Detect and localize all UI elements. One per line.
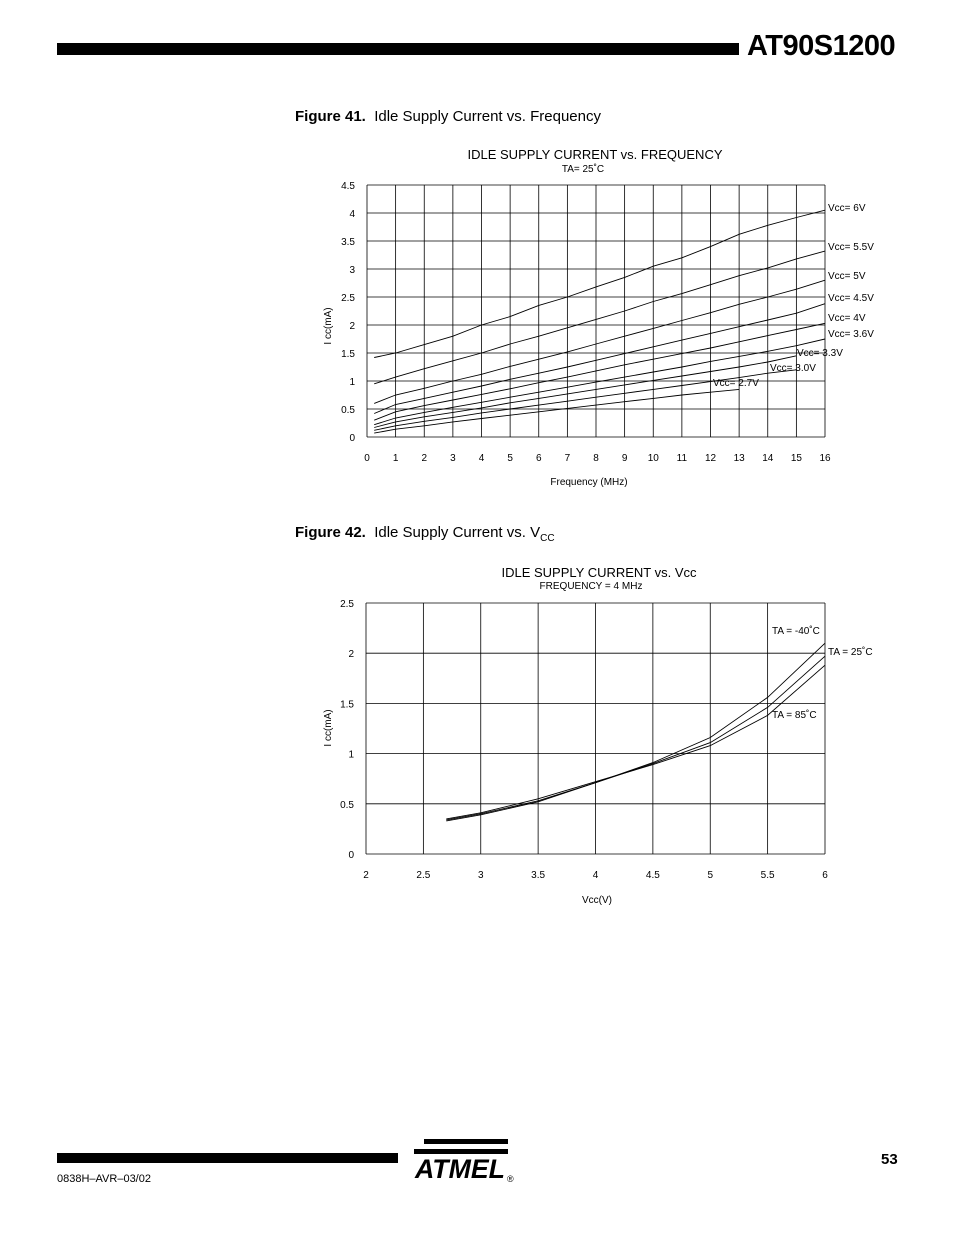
chart1-y-ticks (341, 181, 355, 444)
x-tick-label: 3.5 (531, 870, 546, 881)
x-tick-label: 3 (450, 453, 456, 464)
footer-bar (57, 1153, 398, 1163)
series-label: TA = -40˚C (772, 626, 820, 637)
x-tick-label: 6 (822, 870, 828, 881)
x-tick-label: 14 (762, 453, 774, 464)
x-tick-label: 6 (535, 453, 542, 464)
x-tick-label: 13 (733, 453, 745, 464)
series-line (374, 356, 796, 428)
y-tick-label: 2.5 (341, 293, 355, 304)
series-label: Vcc= 2.7V (713, 378, 759, 389)
y-tick-label: 2 (348, 649, 354, 661)
chart1-series-labels (713, 203, 874, 389)
x-tick-label: 5.5 (760, 870, 775, 881)
y-tick-label: 1.5 (341, 349, 355, 360)
figure41-caption (295, 108, 601, 125)
y-tick-label: 4 (349, 209, 355, 220)
chart-idle-current-vs-frequency (300, 140, 900, 500)
y-tick-label: 4.5 (341, 181, 355, 192)
chart2-ylabel: I cc(mA) (323, 709, 334, 747)
atmel-logo (410, 1135, 515, 1185)
chart2-series-labels (772, 625, 873, 721)
header-bar (57, 43, 739, 55)
series-label: Vcc= 3.3V (797, 348, 843, 359)
atmel-logo-registered: ® (507, 1174, 514, 1184)
atmel-logo-top-bar (424, 1139, 508, 1144)
chart2-y-ticks (340, 599, 354, 861)
series-line (374, 210, 825, 357)
x-tick-label: 8 (593, 453, 599, 464)
series-label: Vcc= 6V (828, 203, 866, 214)
series-label: TA = 85˚C (772, 710, 817, 721)
figure42-caption-text: Idle Supply Current vs. V (374, 524, 541, 541)
y-tick-label: 1 (348, 749, 354, 761)
y-tick-label: 0.5 (341, 405, 355, 416)
chart-idle-current-vs-vcc (300, 560, 900, 915)
series-line (374, 323, 825, 420)
chart2-title: IDLE SUPPLY CURRENT vs. Vcc (501, 565, 697, 580)
y-tick-label: 2.5 (340, 599, 354, 610)
y-tick-label: 1 (349, 377, 355, 388)
page-number: 53 (881, 1151, 898, 1168)
chart1-title: IDLE SUPPLY CURRENT vs. FREQUENCY (467, 147, 723, 162)
chart1-ylabel: I cc(mA) (323, 307, 334, 345)
x-tick-label: 16 (819, 453, 831, 464)
y-tick-label: 0 (348, 850, 354, 861)
x-tick-label: 2.5 (416, 870, 431, 881)
x-tick-label: 10 (647, 453, 659, 464)
x-tick-label: 15 (790, 453, 802, 464)
y-tick-label: 0.5 (340, 799, 354, 811)
x-tick-label: 3 (477, 870, 484, 881)
x-tick-label: 2 (363, 870, 369, 881)
chart2-grid (366, 603, 825, 854)
series-label: Vcc= 3.0V (770, 363, 816, 374)
x-tick-label: 4 (478, 453, 485, 464)
chart2-xlabel: Vcc(V) (582, 895, 612, 906)
x-tick-label: 4.5 (645, 870, 660, 881)
series-label: Vcc= 4V (828, 313, 866, 324)
x-tick-label: 5 (507, 453, 513, 464)
series-line (446, 643, 825, 821)
figure42-caption (295, 524, 555, 544)
y-tick-label: 1.5 (340, 699, 354, 711)
chart1-x-ticks (364, 453, 831, 464)
series-label: Vcc= 3.6V (828, 329, 874, 340)
figure42-caption-sub: CC (540, 533, 555, 544)
chart2-subtitle: FREQUENCY = 4 MHz (539, 581, 643, 592)
series-label: Vcc= 5.5V (828, 242, 874, 253)
series-label: TA = 25˚C (828, 647, 873, 658)
figure42-label: Figure 42. (295, 524, 366, 541)
series-label: Vcc= 4.5V (828, 293, 874, 304)
x-tick-label: 11 (676, 453, 688, 464)
x-tick-label: 2 (421, 453, 428, 464)
x-tick-label: 4 (592, 870, 599, 881)
chart1-subtitle: TA= 25˚C (561, 164, 605, 175)
figure41-label: Figure 41. (295, 108, 366, 125)
x-tick-label: 0 (364, 453, 370, 464)
atmel-logo-text: ATMEL (414, 1154, 505, 1184)
y-tick-label: 3 (349, 265, 355, 276)
y-tick-label: 2 (349, 321, 355, 332)
x-tick-label: 7 (564, 453, 571, 464)
series-line (446, 665, 825, 819)
chart1-grid (367, 185, 825, 437)
y-tick-label: 3.5 (341, 237, 355, 248)
figure41-caption-text: Idle Supply Current vs. Frequency (374, 108, 601, 125)
document-title: AT90S1200 (747, 30, 896, 62)
chart1-xlabel: Frequency (MHz) (550, 477, 628, 488)
chart1-series-lines (374, 210, 825, 433)
chart2-series-lines (446, 643, 825, 821)
x-tick-label: 12 (704, 453, 717, 464)
x-tick-label: 9 (621, 453, 628, 464)
x-tick-label: 5 (707, 870, 714, 881)
series-line (446, 656, 825, 820)
x-tick-label: 1 (392, 453, 399, 464)
document-code: 0838H–AVR–03/02 (57, 1173, 151, 1185)
series-label: Vcc= 5V (828, 271, 866, 282)
chart2-x-ticks (363, 870, 828, 881)
y-tick-label: 0 (349, 433, 355, 444)
